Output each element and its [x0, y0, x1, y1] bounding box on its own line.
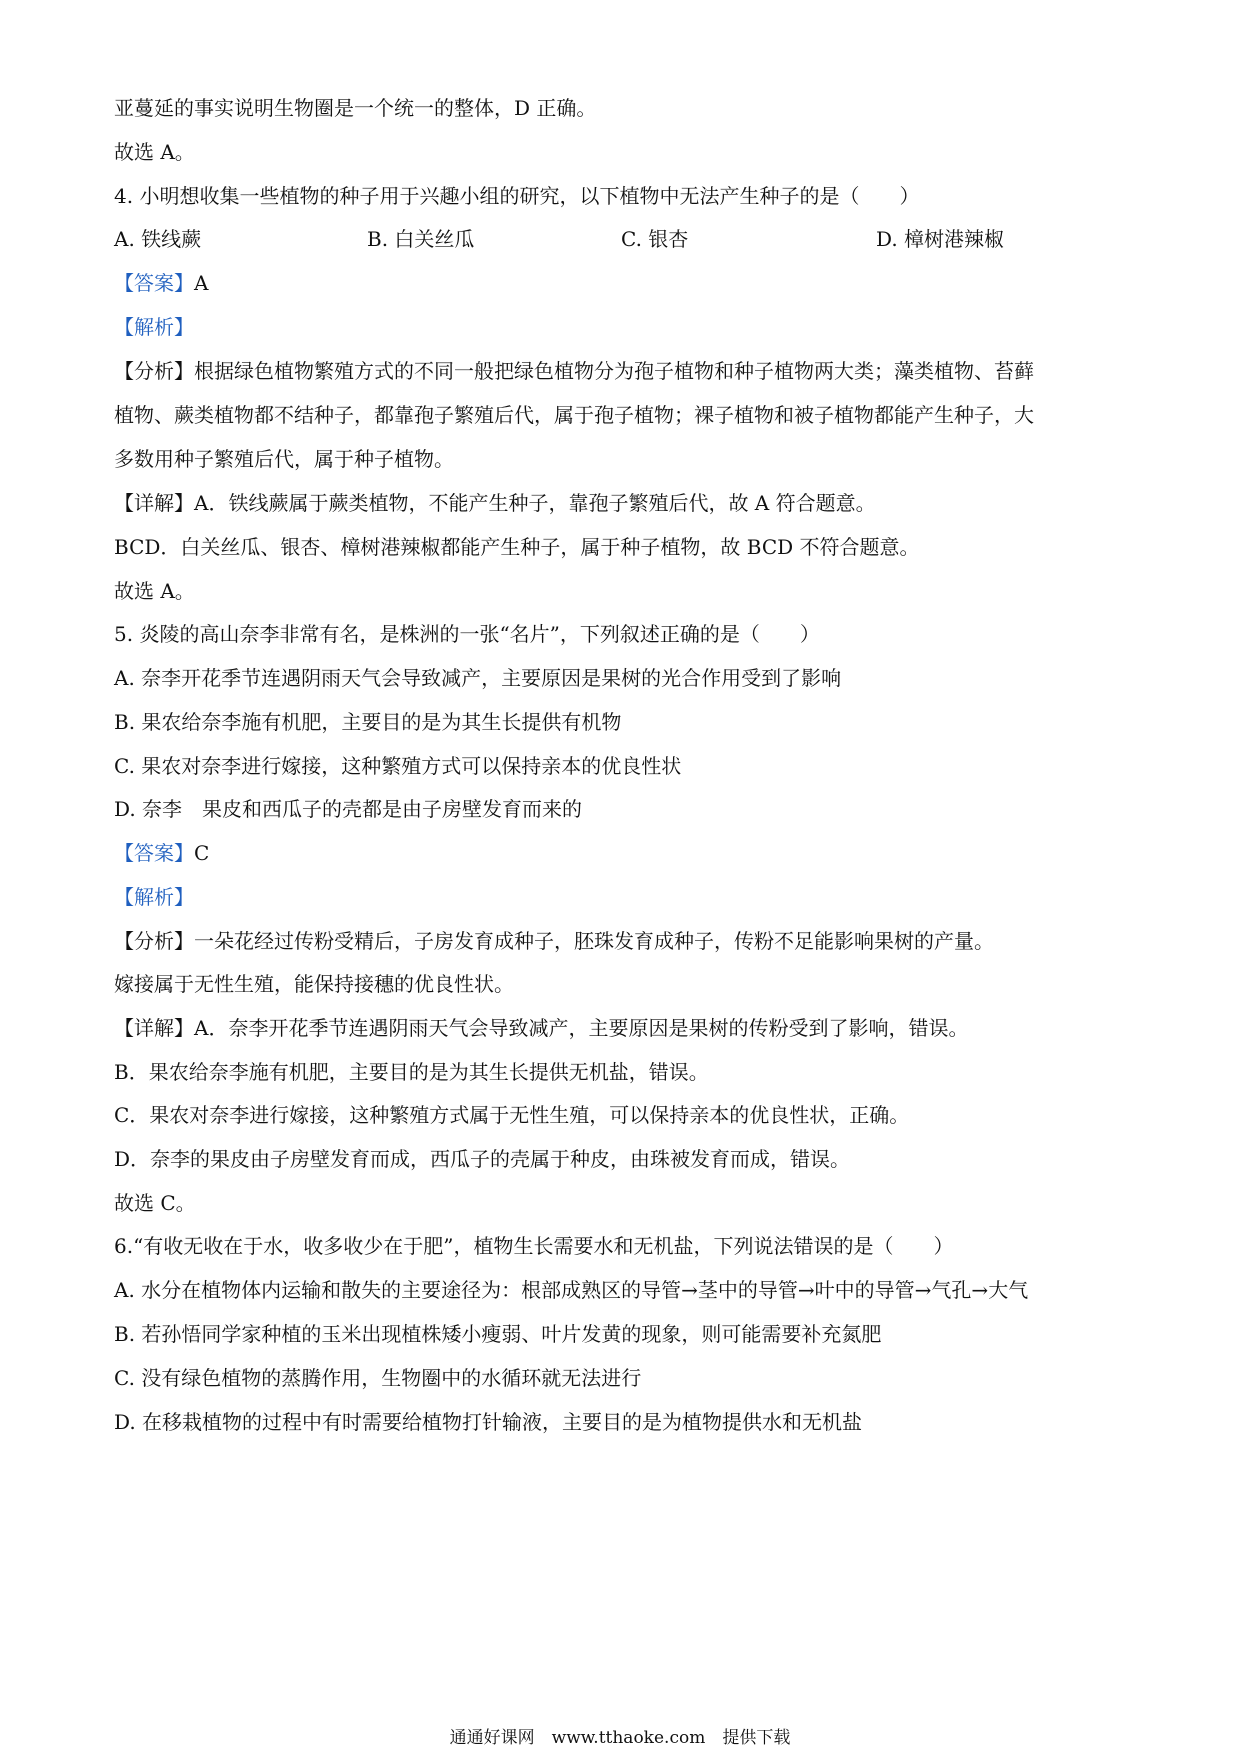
analysis-text: 一朵花经过传粉受精后，子房发育成种子，胚珠发育成种子，传粉不足能影响果树的产量。	[194, 929, 994, 953]
analysis-tag: 【分析】	[114, 359, 194, 383]
answer-value: C	[194, 841, 210, 865]
q4-analysis-line	[114, 357, 1034, 385]
q5-detail-line: B．果农给奈李施有机肥，主要目的是为其生长提供无机盐，错误。	[114, 1060, 709, 1084]
page-footer: 通通好课网 www.tthaoke.com 提供下载	[449, 1728, 791, 1748]
q5-analysis-line	[114, 927, 994, 955]
analysis-tag: 【分析】	[114, 929, 194, 953]
q4-option-d: D. 樟树港辣椒	[876, 227, 1005, 251]
detail-tag: 【详解】	[114, 1016, 194, 1040]
q5-detail-line	[114, 1014, 968, 1042]
question-6-stem: 6.“有收无收在于水，收多收少在于肥”，植物生长需要水和无机盐，下列说法错误的是（ ）	[114, 1234, 954, 1258]
q5-conclusion: 故选 C。	[114, 1191, 196, 1215]
q5-analysis-heading: 【解析】	[114, 885, 194, 909]
detail-text: A．奈李开花季节连遇阴雨天气会导致减产，主要原因是果树的传粉受到了影响，错误。	[194, 1016, 969, 1040]
q6-option-c: C. 没有绿色植物的蒸腾作用，生物圈中的水循环就无法进行	[114, 1366, 642, 1390]
answer-value: A	[194, 271, 209, 295]
detail-tag: 【详解】	[114, 491, 194, 515]
q5-option-c: C. 果农对奈李进行嫁接，这种繁殖方式可以保持亲本的优良性状	[114, 754, 682, 778]
q5-option-a: A. 奈李开花季节连遇阴雨天气会导致减产，主要原因是果树的光合作用受到了影响	[114, 666, 842, 690]
q4-analysis-line: 植物、蕨类植物都不结种子，都靠孢子繁殖后代，属于孢子植物；裸子植物和被子植物都能产生种子，大	[114, 403, 1034, 427]
question-5-stem: 5. 炎陵的高山奈李非常有名，是株洲的一张“名片”，下列叙述正确的是（ ）	[114, 622, 820, 646]
q5-detail-line: C．果农对奈李进行嫁接，这种繁殖方式属于无性生殖，可以保持亲本的优良性状，正确。	[114, 1103, 910, 1127]
q4-answer	[114, 269, 208, 297]
q4-option-c: C. 银杏	[621, 227, 689, 251]
q5-answer	[114, 839, 209, 867]
q4-option-a: A. 铁线蕨	[114, 227, 202, 251]
answer-tag: 【答案】	[114, 841, 194, 865]
q5-option-b: B. 果农给奈李施有机肥，主要目的是为其生长提供有机物	[114, 710, 622, 734]
text-line: 亚蔓延的事实说明生物圈是一个统一的整体，D 正确。	[114, 96, 597, 120]
q4-analysis-heading: 【解析】	[114, 315, 194, 339]
q4-detail-line: BCD．白关丝瓜、银杏、樟树港辣椒都能产生种子，属于种子植物，故 BCD 不符合题意。	[114, 535, 920, 559]
q5-analysis-line: 嫁接属于无性生殖，能保持接穗的优良性状。	[114, 972, 514, 996]
q4-analysis-line: 多数用种子繁殖后代，属于种子植物。	[114, 447, 454, 471]
q6-option-b: B. 若孙悟同学家种植的玉米出现植株矮小瘦弱、叶片发黄的现象，则可能需要补充氮肥	[114, 1322, 882, 1346]
analysis-text: 根据绿色植物繁殖方式的不同一般把绿色植物分为孢子植物和种子植物两大类；藻类植物、苔藓	[194, 359, 1034, 383]
q4-detail-line	[114, 489, 876, 517]
q5-detail-line: D．奈李的果皮由子房壁发育而成，西瓜子的壳属于种皮，由珠被发育而成，错误。	[114, 1147, 851, 1171]
q6-option-a: A. 水分在植物体内运输和散失的主要途径为：根部成熟区的导管→茎中的导管→叶中的导管→气孔→大气	[114, 1278, 1029, 1302]
q5-option-d: D. 奈李 果皮和西瓜子的壳都是由子房壁发育而来的	[114, 797, 583, 821]
question-4-stem: 4. 小明想收集一些植物的种子用于兴趣小组的研究，以下植物中无法产生种子的是（ ）	[114, 184, 920, 208]
detail-text: A．铁线蕨属于蕨类植物，不能产生种子，靠孢子繁殖后代，故 A 符合题意。	[194, 491, 876, 515]
q4-option-b: B. 白关丝瓜	[367, 227, 475, 251]
q4-conclusion: 故选 A。	[114, 579, 195, 603]
answer-tag: 【答案】	[114, 271, 194, 295]
q6-option-d: D. 在移栽植物的过程中有时需要给植物打针输液，主要目的是为植物提供水和无机盐	[114, 1410, 863, 1434]
text-line: 故选 A。	[114, 140, 195, 164]
